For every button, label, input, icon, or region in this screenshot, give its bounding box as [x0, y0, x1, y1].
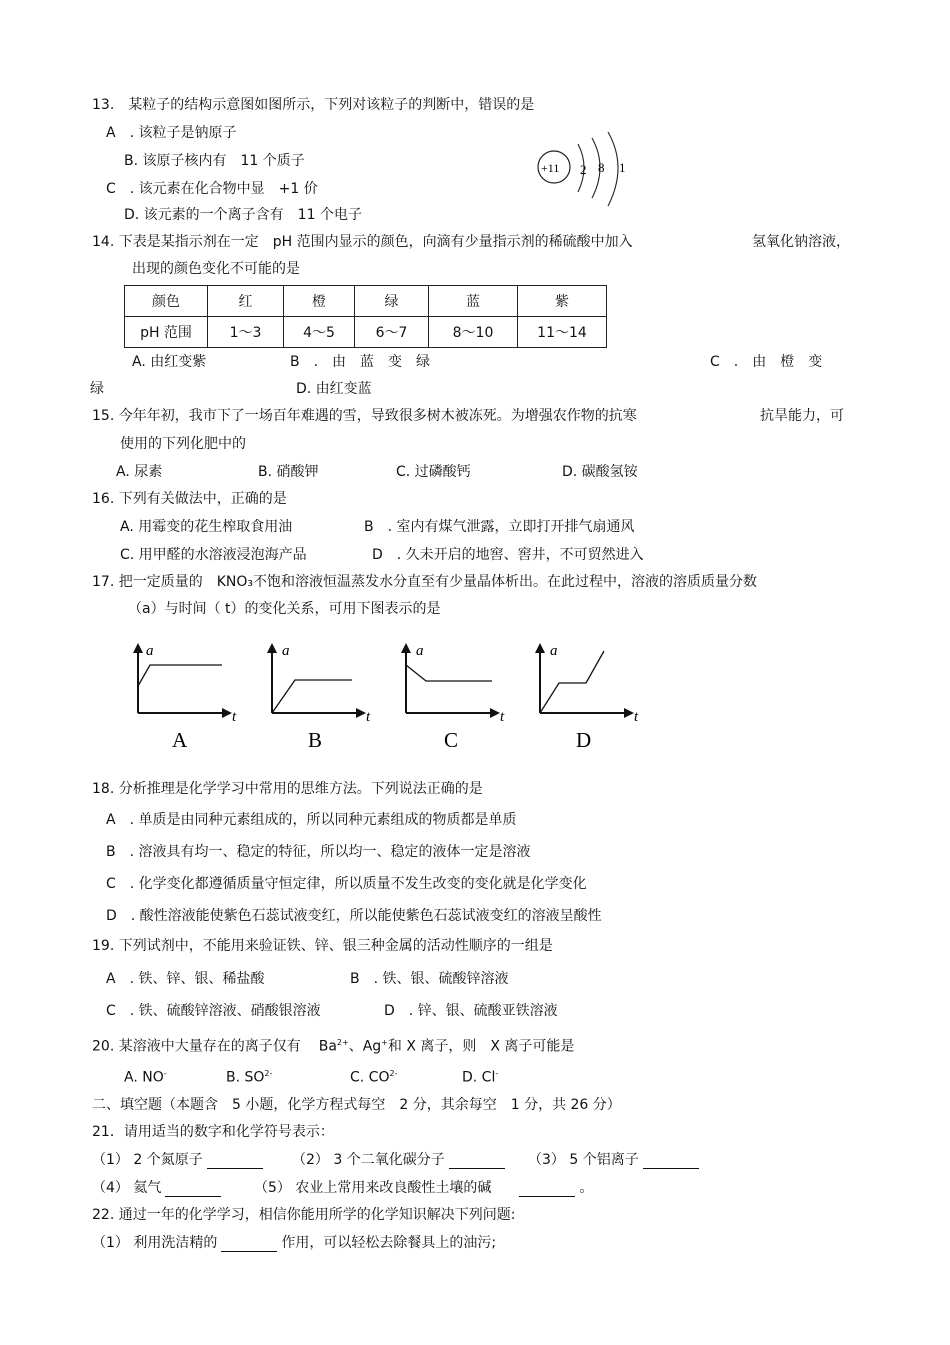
q20-option-d: D. Cl-: [462, 1069, 499, 1086]
q13-option-d: D. 该元素的一个离子含有 11 个电子: [124, 207, 362, 223]
table-cell: 红: [208, 286, 284, 317]
q20-stem-b: 和 X 离子，则 X 离子可能是: [387, 1038, 575, 1055]
graph-b-x-label: t: [366, 709, 371, 725]
q18-option-c: C . 化学变化都遵循质量守恒定律，所以质量不发生改变的变化就是化学变化: [106, 876, 587, 892]
graph-a-y-label: a: [146, 643, 154, 659]
q20-option-a: A. NO-: [124, 1069, 167, 1086]
answer-blank[interactable]: [643, 1154, 699, 1169]
q13-option-c: C . 该元素在化合物中显 +1 价: [106, 181, 318, 197]
ion-barium: Ba: [318, 1038, 337, 1055]
q21-part-3: （3） 5 个铝离子: [528, 1151, 703, 1169]
q19-option-d: D . 锌、银、硫酸亚铁溶液: [384, 1003, 558, 1019]
table-cell: 紫: [518, 286, 607, 317]
table-cell: 颜色: [125, 286, 208, 317]
q15-stem-1b: 抗旱能力，可: [760, 408, 844, 424]
graph-d-label: D: [576, 728, 592, 752]
table-cell: 蓝: [429, 286, 518, 317]
table-cell: 绿: [355, 286, 429, 317]
q15-stem-1: 15. 今年年初，我市下了一场百年难遇的雪，导致很多树木被冻死。为增强农作物的抗寒: [92, 408, 637, 424]
table-row-color: [125, 286, 607, 317]
q18-option-a: A . 单质是由同种元素组成的，所以同种元素组成的物质都是单质: [106, 812, 517, 828]
table-cell: 11～14: [518, 317, 607, 348]
q20-option-b: B. $SO^{2-}$: [226, 1069, 273, 1086]
shell-1-count: 2: [580, 162, 587, 177]
q14-option-c: C . 由 橙 变: [710, 354, 823, 370]
q21-part-4: （4） 氦气: [92, 1179, 225, 1197]
q15-option-d: D. 碳酸氢铵: [562, 464, 638, 480]
table-cell: 8～10: [429, 317, 518, 348]
graph-c-y-label: a: [416, 643, 424, 659]
answer-blank[interactable]: [165, 1182, 221, 1197]
graph-d-y-label: a: [550, 643, 558, 659]
q14-option-a: A. 由红变紫: [132, 354, 207, 370]
q13-stem: 13. 某粒子的结构示意图如图所示，下列对该粒子的判断中，错误的是: [92, 97, 535, 113]
q14-stem-1b: 氢氧化钠溶液，: [752, 234, 850, 250]
graph-d: [526, 643, 646, 753]
graph-b-y-label: a: [282, 643, 290, 659]
q15-option-b: B. 硝酸钾: [258, 464, 319, 480]
q16-option-b: B . 室内有煤气泄露，立即打开排气扇通风: [364, 519, 635, 535]
q19-option-b: B . 铁、银、硫酸锌溶液: [350, 971, 509, 987]
q21-part-2: （2） 3 个二氧化碳分子: [292, 1151, 509, 1169]
q16-option-c: C. 用甲醛的水溶液浸泡海产品: [120, 547, 307, 563]
q14-stem-1: 14. 下表是某指示剂在一定 pH 范围内显示的颜色，向滴有少量指示剂的稀硫酸中加入: [92, 234, 633, 250]
table-cell: 6～7: [355, 317, 429, 348]
q18-option-d: D . 酸性溶液能使紫色石蕊试液变红，所以能使紫色石蕊试液变红的溶液呈酸性: [106, 908, 602, 924]
graph-c-x-label: t: [500, 709, 505, 725]
q20-stem: [92, 1034, 574, 1056]
graph-b: [258, 643, 378, 753]
q15-stem-2: 使用的下列化肥中的: [120, 436, 246, 452]
table-cell: 1～3: [208, 317, 284, 348]
q13-option-a: A . 该粒子是钠原子: [106, 125, 237, 141]
section2-heading: 二、填空题（本题含 5 小题，化学方程式每空 2 分，其余每空 1 分，共 26 分）: [92, 1097, 621, 1113]
q17-stem-1: 17. 把一定质量的 KNO₃不饱和溶液恒温蒸发水分直至有少量晶体析出。在此过程中，溶液的溶质质量分数: [92, 574, 757, 590]
q14-option-c-cont: 绿: [90, 381, 104, 397]
answer-blank[interactable]: [207, 1154, 263, 1169]
shell-3-count: 1: [619, 160, 626, 175]
ion-separator: 、: [348, 1038, 363, 1055]
q20-option-c: C. $CO^{2-}$: [350, 1069, 398, 1086]
q14-option-d: D. 由红变蓝: [296, 381, 372, 397]
graph-a-label: A: [172, 728, 188, 752]
indicator-color-table: [124, 285, 607, 348]
graph-a-x-label: t: [232, 709, 237, 725]
answer-blank[interactable]: [449, 1154, 505, 1169]
q21-part-1: （1） 2 个氮原子: [92, 1151, 267, 1169]
table-cell: 橙: [284, 286, 355, 317]
q14-stem-2: 出现的颜色变化不可能的是: [132, 261, 300, 277]
graph-c: [392, 643, 512, 753]
q15-option-a: A. 尿素: [116, 464, 163, 480]
graph-c-label: C: [444, 728, 459, 752]
q16-option-a: A. 用霉变的花生榨取食用油: [120, 519, 293, 535]
atom-structure-diagram: [528, 130, 638, 220]
graph-a: [124, 643, 244, 753]
ion-silver-charge: +: [381, 1038, 388, 1047]
q18-stem: 18. 分析推理是化学学习中常用的思维方法。下列说法正确的是: [92, 781, 483, 797]
q13-option-b: B. 该原子核内有 11 个质子: [124, 153, 305, 169]
q19-option-a: A . 铁、锌、银、稀盐酸: [106, 971, 265, 987]
table-row-ph: [125, 317, 607, 348]
answer-blank[interactable]: [519, 1182, 575, 1197]
graph-d-x-label: t: [634, 709, 639, 725]
q16-option-d: D . 久未开启的地窖、窖井，不可贸然进入: [372, 547, 644, 563]
q19-stem: 19. 下列试剂中，不能用来验证铁、锌、银三种金属的活动性顺序的一组是: [92, 938, 553, 954]
ion-silver: Ag: [362, 1038, 382, 1055]
shell-2-count: 8: [598, 160, 605, 175]
q22-stem: 22. 通过一年的化学学习，相信你能用所学的化学知识解决下列问题:: [92, 1207, 516, 1223]
graph-b-label: B: [308, 728, 323, 752]
q22-part-1: （1） 利用洗洁精的 作用，可以轻松去除餐具上的油污;: [92, 1235, 497, 1251]
q21-stem: 21．请用适当的数字和化学符号表示：: [92, 1124, 334, 1140]
q15-option-c: C. 过磷酸钙: [396, 464, 471, 480]
q18-option-b: B . 溶液具有均一、稳定的特征，所以均一、稳定的液体一定是溶液: [106, 844, 531, 860]
q20-stem-a: 20. 某溶液中大量存在的离子仅有: [92, 1038, 301, 1055]
q17-stem-2: （a）与时间（ t）的变化关系，可用下图表示的是: [128, 601, 441, 617]
q21-part-5: （5） 农业上常用来改良酸性土壤的碱 。: [254, 1180, 594, 1196]
table-cell: pH 范围: [125, 317, 208, 348]
q14-option-b: B . 由 蓝 变 绿: [290, 354, 431, 370]
q19-option-c: C . 铁、硫酸锌溶液、硝酸银溶液: [106, 1003, 321, 1019]
nucleus-label: +11: [541, 161, 560, 175]
q16-stem: 16. 下列有关做法中，正确的是: [92, 491, 287, 507]
table-cell: 4～5: [284, 317, 355, 348]
answer-blank[interactable]: [221, 1237, 277, 1252]
ion-barium-charge: 2+: [336, 1038, 349, 1047]
